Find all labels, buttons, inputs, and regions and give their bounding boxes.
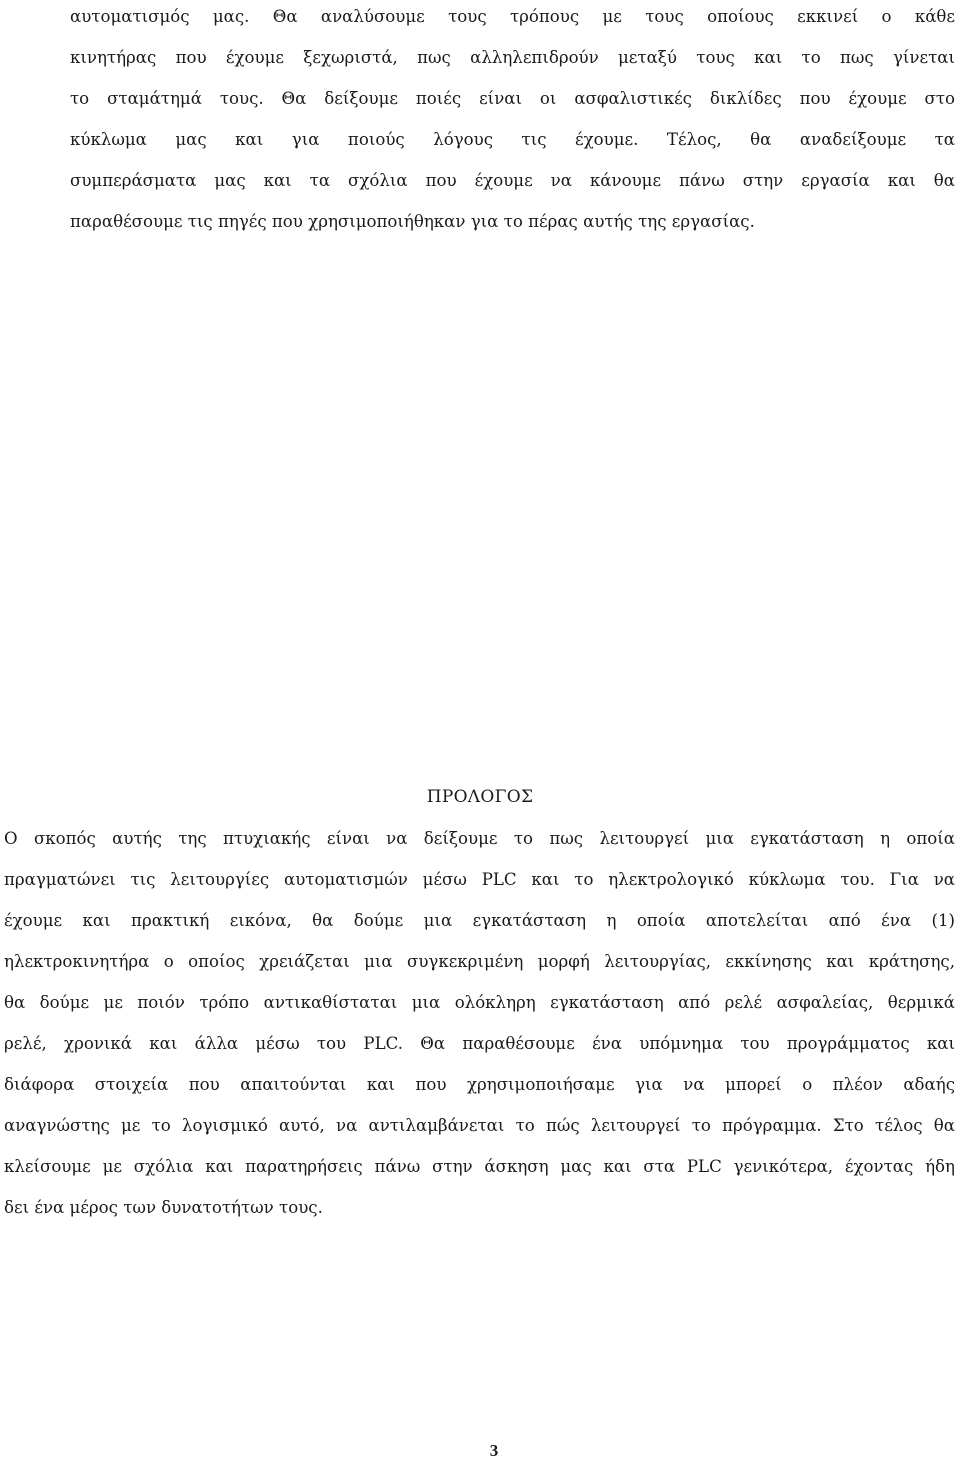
prologue-line: διάφορα στοιχεία που απαιτούνται και που χρησιμοποιήσαμε για να μπορεί ο πλέον αδαής: [4, 1075, 955, 1094]
prologue-line: ρελέ, χρονικά και άλλα μέσω του PLC. Θα παραθέσουμε ένα υπόμνημα του προγράμματος και: [4, 1034, 955, 1053]
intro-line: κύκλωμα μας και για ποιούς λόγους τις έχουμε. Τέλος, θα αναδείξουμε τα: [70, 130, 955, 149]
prologue-paragraph: [4, 818, 955, 1228]
intro-line: το σταμάτημά τους. Θα δείξουμε ποιές είναι οι ασφαλιστικές δικλίδες που έχουμε στο: [70, 89, 955, 108]
prologue-line: Ο σκοπός αυτής της πτυχιακής είναι να δείξουμε το πως λειτουργεί μια εγκατάσταση η οποία: [4, 829, 955, 848]
page-number: 3: [489, 1441, 499, 1460]
prologue-line: ηλεκτροκινητήρα ο οποίος χρειάζεται μια συγκεκριμένη μορφή λειτουργίας, εκκίνησης και κράτησης,: [4, 952, 955, 971]
prologue-line: έχουμε και πρακτική εικόνα, θα δούμε μια εγκατάσταση η οποία αποτελείται από ένα (1): [4, 911, 955, 930]
intro-paragraph: [70, 0, 955, 242]
intro-line: κινητήρας που έχουμε ξεχωριστά, πως αλληλεπιδρούν μεταξύ τους και το πως γίνεται: [70, 48, 955, 67]
prologue-line: δει ένα μέρος των δυνατοτήτων τους.: [4, 1198, 323, 1217]
prologue-line: θα δούμε με ποιόν τρόπο αντικαθίσταται μια ολόκληρη εγκατάσταση από ρελέ ασφαλείας, θερμικά: [4, 993, 955, 1012]
intro-line: αυτοματισμός μας. Θα αναλύσουμε τους τρόπους με τους οποίους εκκινεί ο κάθε: [70, 7, 955, 26]
prologue-line: κλείσουμε με σχόλια και παρατηρήσεις πάνω στην άσκηση μας και στα PLC γενικότερα, έχοντας ήδη: [4, 1157, 955, 1176]
intro-line: συμπεράσματα μας και τα σχόλια που έχουμε να κάνουμε πάνω στην εργασία και θα: [70, 171, 955, 190]
prologue-line: πραγματώνει τις λειτουργίες αυτοματισμών μέσω PLC και το ηλεκτρολογικό κύκλωμα του. Για να: [4, 870, 955, 889]
prologue-line: αναγνώστης με το λογισμικό αυτό, να αντιλαμβάνεται το πώς λειτουργεί το πρόγραμμα. Στο τέλος θα: [4, 1116, 955, 1135]
intro-line: παραθέσουμε τις πηγές που χρησιμοποιήθηκαν για το πέρας αυτής της εργασίας.: [70, 212, 755, 231]
section-heading: ΠΡΟΛΟΓΟΣ: [426, 787, 534, 807]
